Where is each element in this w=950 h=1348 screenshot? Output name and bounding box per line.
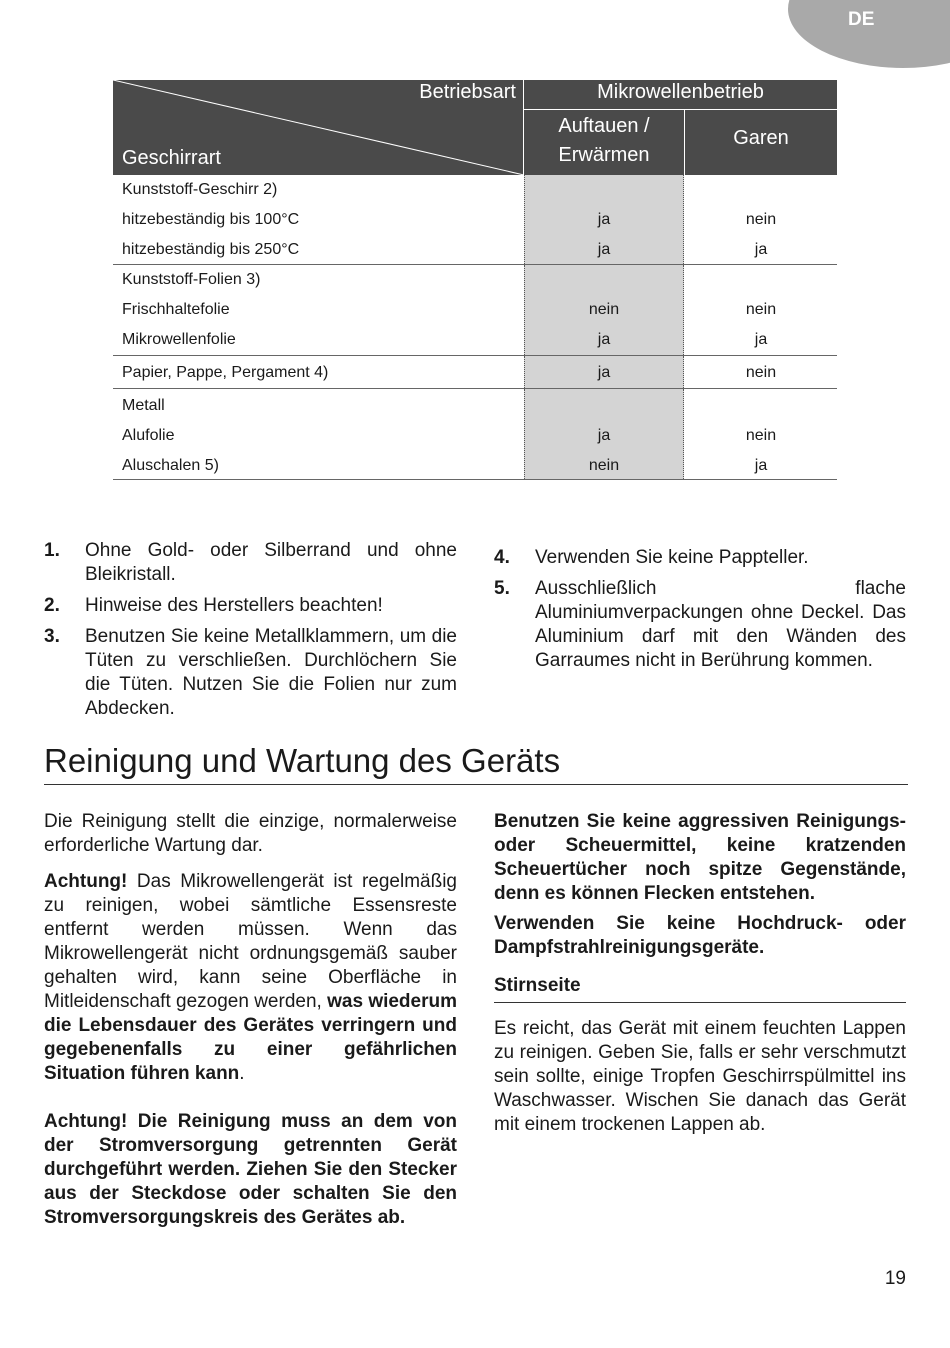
table-row: Metall	[122, 397, 165, 414]
paragraph: Die Reinigung stellt die einzige, normalerweise erforderliche Wartung dar.	[44, 811, 457, 856]
page-number: 19	[884, 1268, 906, 1289]
subheading: Stirnseite	[494, 974, 906, 1003]
footnote-item: 2. Hinweise des Herstellers beachten!	[44, 595, 383, 616]
text-column-left	[44, 810, 457, 1242]
table-row: Alufolie ja nein	[122, 427, 777, 444]
footnote-item: 3. Benutzen Sie keine Metallklammern, um die Tüten zu verschließen. Durchlöchern Sie die Tüten. Nutzen Sie die Folien nur zum Abdecken.	[44, 626, 457, 719]
table-row: Kunststoff-Folien 3)	[122, 271, 261, 288]
table-row: Kunststoff-Geschirr 2)	[122, 181, 278, 198]
header-auftauen: Auftauen / Erwärmen	[558, 115, 650, 166]
header-garen: Garen	[733, 127, 789, 149]
table-group-kunststoff-geschirr	[113, 175, 837, 265]
table-row: hitzebeständig bis 250°C ja ja	[122, 241, 768, 258]
language-tab-label: DE	[848, 9, 875, 30]
text-column-right	[494, 810, 906, 1143]
paragraph-warning: Achtung! Das Mikrowellengerät ist regelmäßig zu reinigen, wobei sämtliche Essensreste entfernt werden müssen. Wenn das Mikrowellengerät nicht ordnungsgemäß sauber gehalten wird, kann seine Oberfläche in Mitleidenschaft gezogen werden, was wiederum die Lebensdauer des Gerätes verringern und gegebenenfalls zu einer gefährlichen Situation führen kann.	[44, 871, 458, 1084]
table-row: hitzebeständig bis 100°C ja nein	[122, 211, 777, 228]
paragraph: Es reicht, das Gerät mit einem feuchten Lappen zu reinigen. Geben Sie, falls er sehr verschmutzt sein sollte, einige Tropfen Geschirrspülmittel ins Waschwasser. Wischen Sie danach das Gerät mit einem trockenen Lappen ab.	[494, 1018, 906, 1135]
table-row: Aluschalen 5) nein ja	[122, 457, 768, 474]
footnote-item: 5. Ausschließlich flache Aluminiumverpackungen ohne Deckel. Das Aluminium darf mit den Wänden des Garraumes nicht in Berührung kommen.	[494, 578, 906, 671]
table-header	[113, 80, 837, 175]
header-geschirrart: Geschirrart	[122, 147, 221, 169]
header-divider-horizontal	[524, 109, 837, 110]
section-title: Reinigung und Wartung des Geräts	[44, 742, 908, 785]
header-betriebsart: Betriebsart	[419, 81, 516, 103]
table-row: Mikrowellenfolie ja ja	[122, 331, 768, 348]
footnotes-right	[494, 546, 906, 680]
cookware-table	[113, 80, 837, 480]
table-body	[113, 175, 837, 480]
paragraph-bold: Benutzen Sie keine aggressiven Reinigungs- oder Scheuermittel, keine kratzenden Scheuertücher noch spitze Gegenstände, denn es können Flecken entstehen.	[494, 811, 906, 904]
paragraph-warning-bold: Achtung! Die Reinigung muss an dem von der Stromversorgung getrennten Gerät durchgeführt werden. Ziehen Sie den Stecker aus der Steckdose oder schalten Sie den Stromversorgungskreis des Gerätes ab.	[44, 1111, 457, 1228]
footnote-item: 1. Ohne Gold- oder Silberrand und ohne Bleikristall.	[44, 540, 457, 585]
table-row: Frischhaltefolie nein nein	[122, 301, 777, 318]
footnote-item: 4. Verwenden Sie keine Pappteller.	[494, 547, 809, 568]
footnotes-left	[44, 539, 457, 728]
header-mikrowellenbetrieb: Mikrowellenbetrieb	[597, 81, 764, 103]
table-group-metall	[113, 389, 837, 480]
table-group-kunststoff-folien	[113, 265, 837, 356]
table-group-papier	[113, 356, 837, 389]
paragraph-bold: Verwenden Sie keine Hochdruck- oder Dampfstrahlreinigungsgeräte.	[494, 913, 906, 958]
table-row: Papier, Pappe, Pergament 4) ja nein	[122, 364, 777, 381]
